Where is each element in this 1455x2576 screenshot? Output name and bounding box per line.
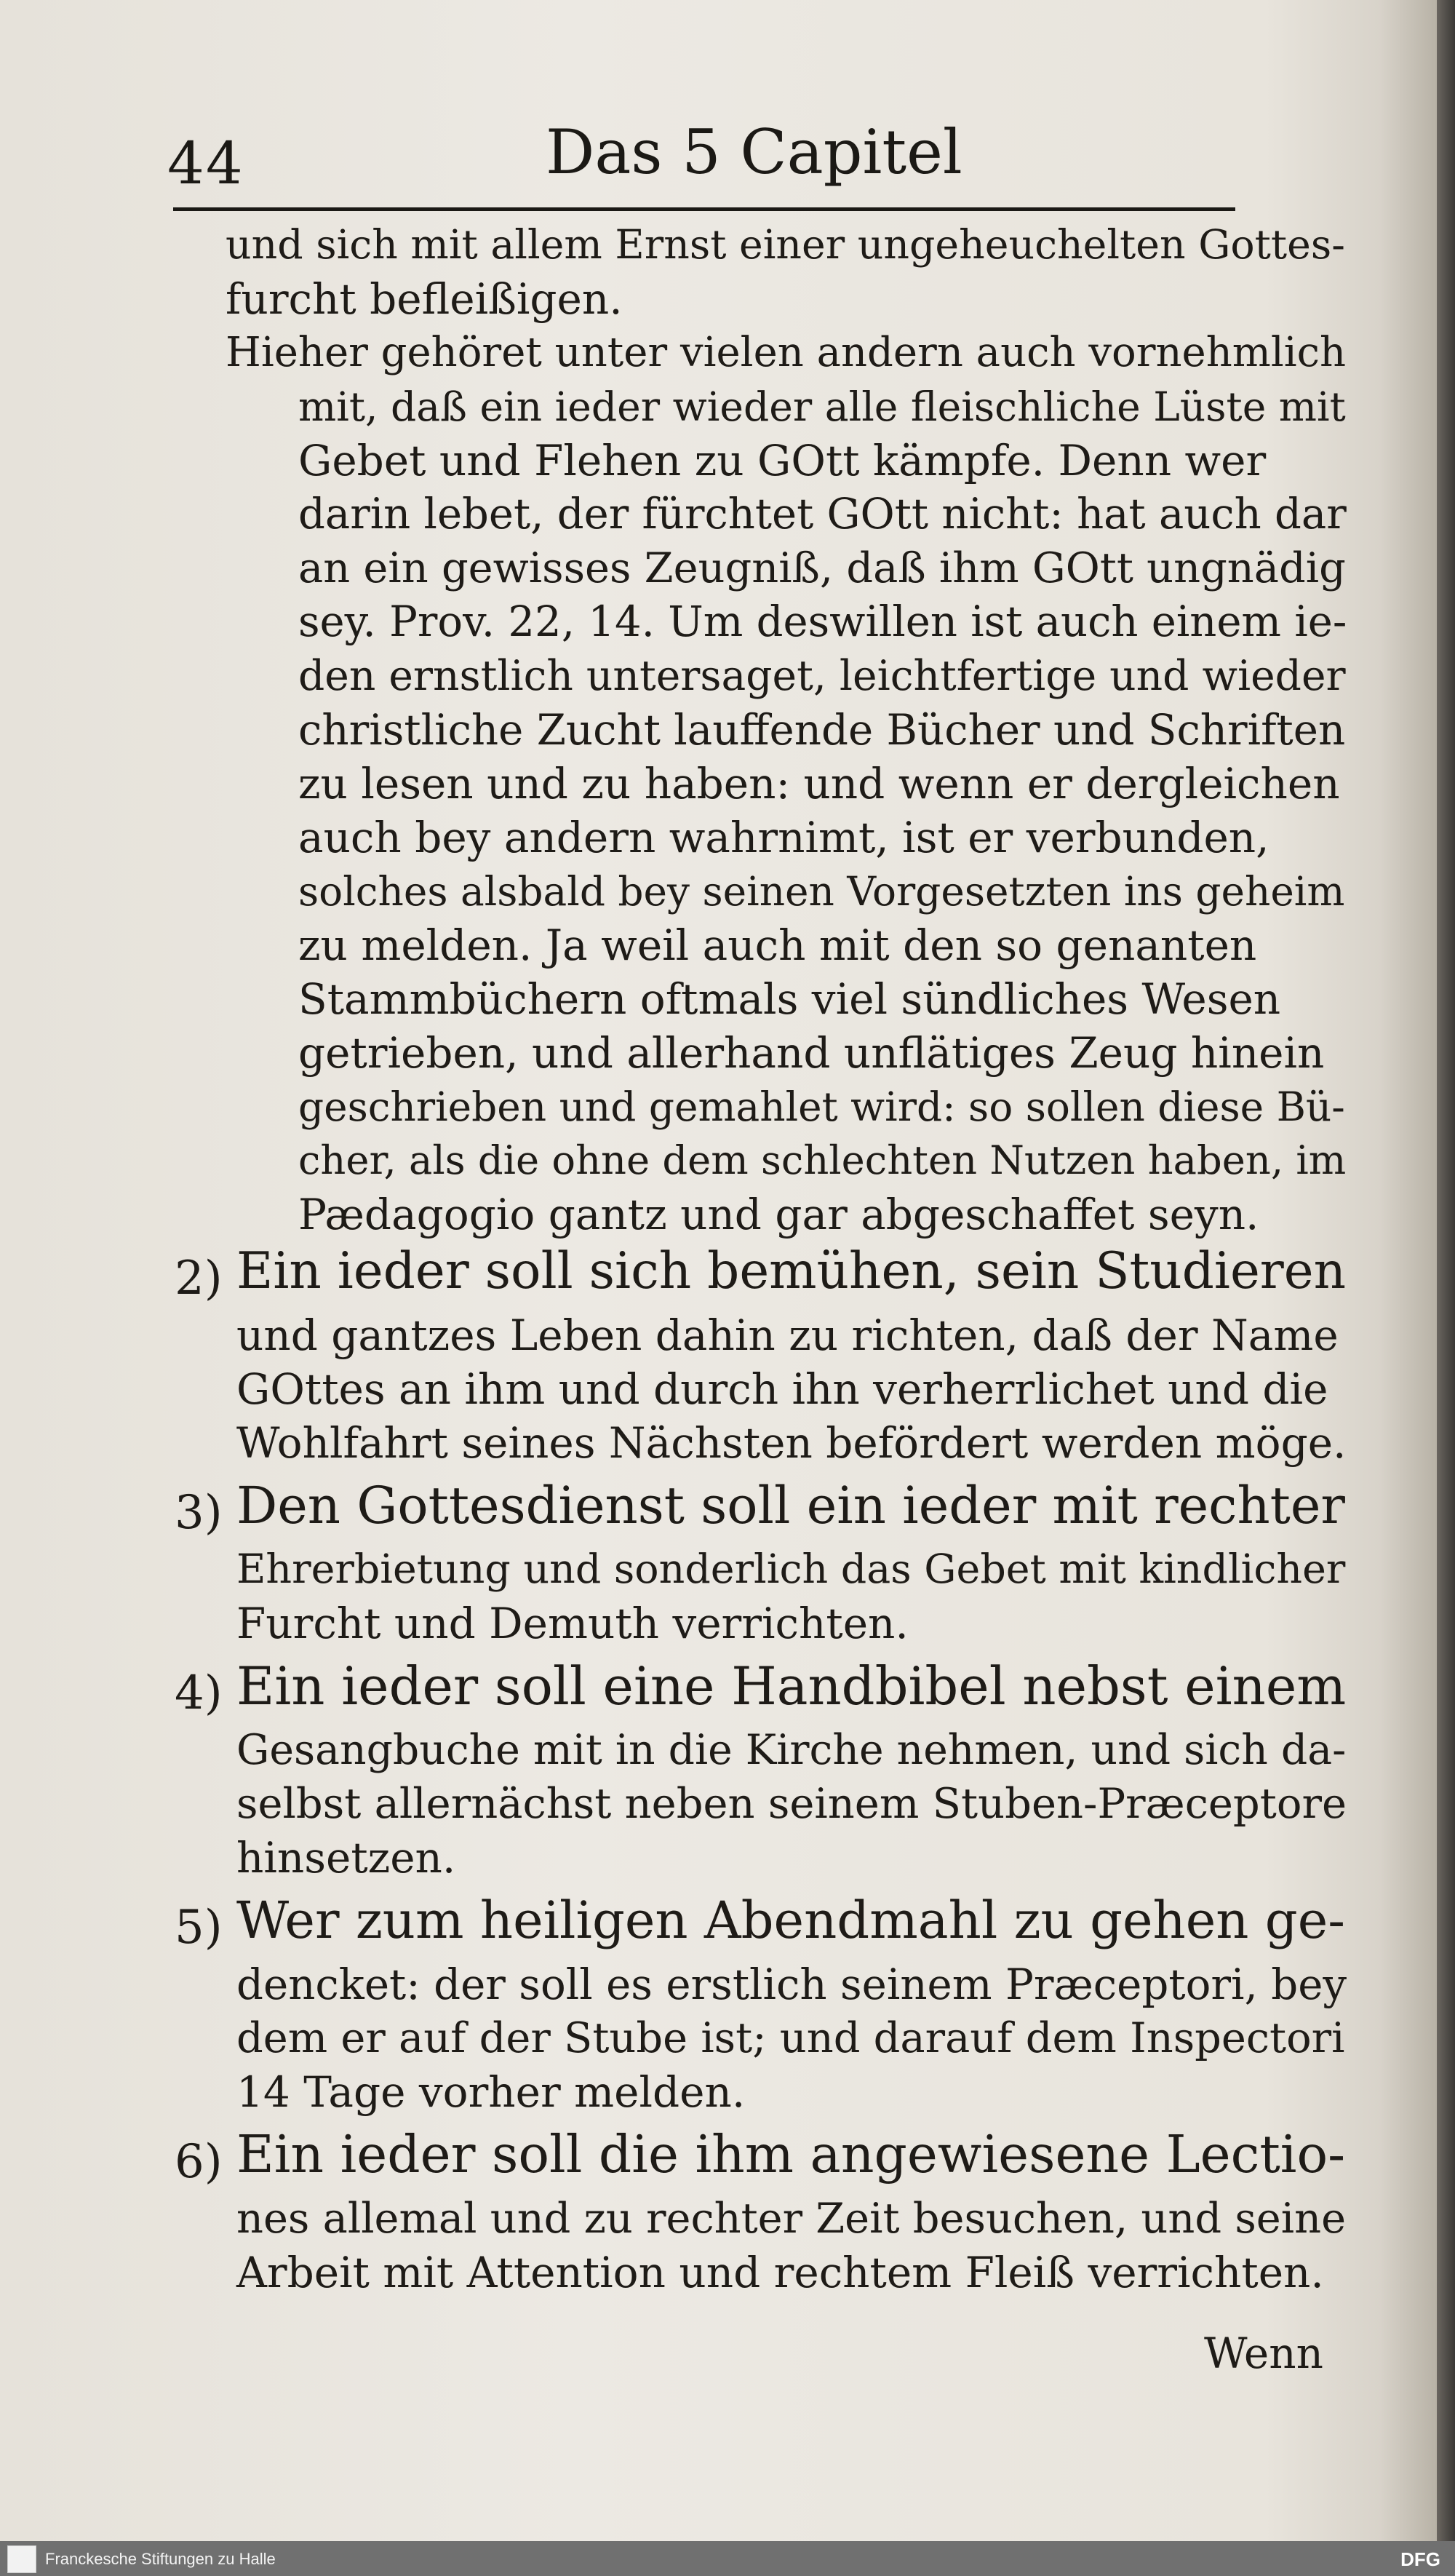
text-line: und gantzes Leben dahin zu richten, daß der Name (236, 1311, 1339, 1360)
text-line: Gesangbuche mit in die Kirche nehmen, und sich da- (236, 1726, 1347, 1774)
item-number: 6) (175, 2135, 223, 2189)
text-line: Ehrerbietung und sonderlich das Gebet mit kindlicher (236, 1546, 1346, 1593)
dfg-logo: DFG (1400, 2548, 1440, 2570)
text-line: den ernstlich untersaget, leichtfertige und wieder (298, 652, 1346, 700)
text-line: cher, als die ohne dem schlechten Nutzen haben, im (298, 1137, 1347, 1183)
text-line: nes allemal und zu rechter Zeit besuchen, und seine (236, 2194, 1347, 2243)
text-line: GOttes an ihm und durch ihn verherrlichet und die (236, 1364, 1328, 1414)
text-line: und sich mit allem Ernst einer ungeheuchelten Gottes- (226, 222, 1345, 269)
text-line: Furcht und Demuth verrichten. (236, 1599, 909, 1648)
text-line: zu melden. Ja weil auch mit den so genanten (298, 921, 1257, 970)
text-line: zu lesen und zu haben: und wenn er dergleichen (298, 759, 1340, 808)
text-line: Wohlfahrt seines Nächsten befördert werden möge. (236, 1418, 1347, 1468)
text-line: dem er auf der Stube ist; und darauf dem Inspectori (236, 2014, 1345, 2062)
text-line: getrieben, und allerhand unflätiges Zeug hinein (298, 1028, 1325, 1078)
item-number: 4) (175, 1666, 223, 1720)
text-line: sey. Prov. 22, 14. Um deswillen ist auch einem ie- (298, 597, 1347, 646)
page-number: 44 (167, 130, 244, 197)
text-line: Arbeit mit Attention und rechtem Fleiß verrichten. (236, 2248, 1324, 2297)
item-number: 2) (175, 1252, 223, 1305)
running-title: Das 5 Capitel (546, 116, 962, 188)
item-number: 5) (175, 1901, 223, 1955)
text-line: mit, daß ein ieder wieder alle fleischliche Lüste mit (298, 383, 1346, 430)
text-line: selbst allernächst neben seinem Stuben-Præceptore (236, 1779, 1347, 1828)
text-line: Gebet und Flehen zu GOtt kämpfe. Denn wer (298, 436, 1267, 485)
item-lead: Den Gottesdienst soll ein ieder mit rechter (236, 1476, 1345, 1535)
item-lead: Ein ieder soll die ihm angewiesene Lectio- (236, 2124, 1346, 2185)
text-line: hinsetzen. (236, 1833, 456, 1883)
text-line: christliche Zucht lauffende Bücher und Schriften (298, 705, 1346, 755)
page-header (167, 116, 1331, 196)
item-lead: Ein ieder soll sich bemühen, sein Studieren (236, 1242, 1347, 1300)
item-lead: Wer zum heiligen Abendmahl zu gehen ge- (236, 1891, 1345, 1950)
text-line: solches alsbald bey seinen Vorgesetzten ins geheim (298, 868, 1345, 915)
header-rule (173, 207, 1235, 211)
viewer-footer (0, 2541, 1455, 2576)
text-line: darin lebet, der fürchtet GOtt nicht: hat auch dar (298, 490, 1347, 538)
text-line: 14 Tage vorher melden. (236, 2067, 746, 2117)
text-line: an ein gewisses Zeugniß, daß ihm GOtt ungnädig (298, 544, 1346, 592)
text-line: furcht befleißigen. (226, 274, 623, 324)
institution-name: Franckesche Stiftungen zu Halle (45, 2550, 276, 2568)
text-line: auch bey andern wahrnimt, ist er verbunden, (298, 813, 1269, 862)
text-line: dencket: der soll es erstlich seinem Præceptori, bey (236, 1960, 1347, 2009)
text-line: geschrieben und gemahlet wird: so sollen diese Bü- (298, 1084, 1345, 1130)
text-line: Pædagogio gantz und gar abgeschaffet seyn. (298, 1190, 1259, 1239)
item-number: 3) (175, 1486, 223, 1540)
book-spine (1437, 0, 1455, 2541)
text-line: Stammbüchern oftmals viel sündliches Wesen (298, 974, 1281, 1024)
item-lead: Ein ieder soll eine Handbibel nebst einem (236, 1655, 1347, 1717)
text-line: Hieher gehöret unter vielen andern auch vornehmlich (226, 329, 1347, 376)
catchword: Wenn (1204, 2329, 1323, 2378)
institution-logo-icon (7, 2545, 36, 2573)
